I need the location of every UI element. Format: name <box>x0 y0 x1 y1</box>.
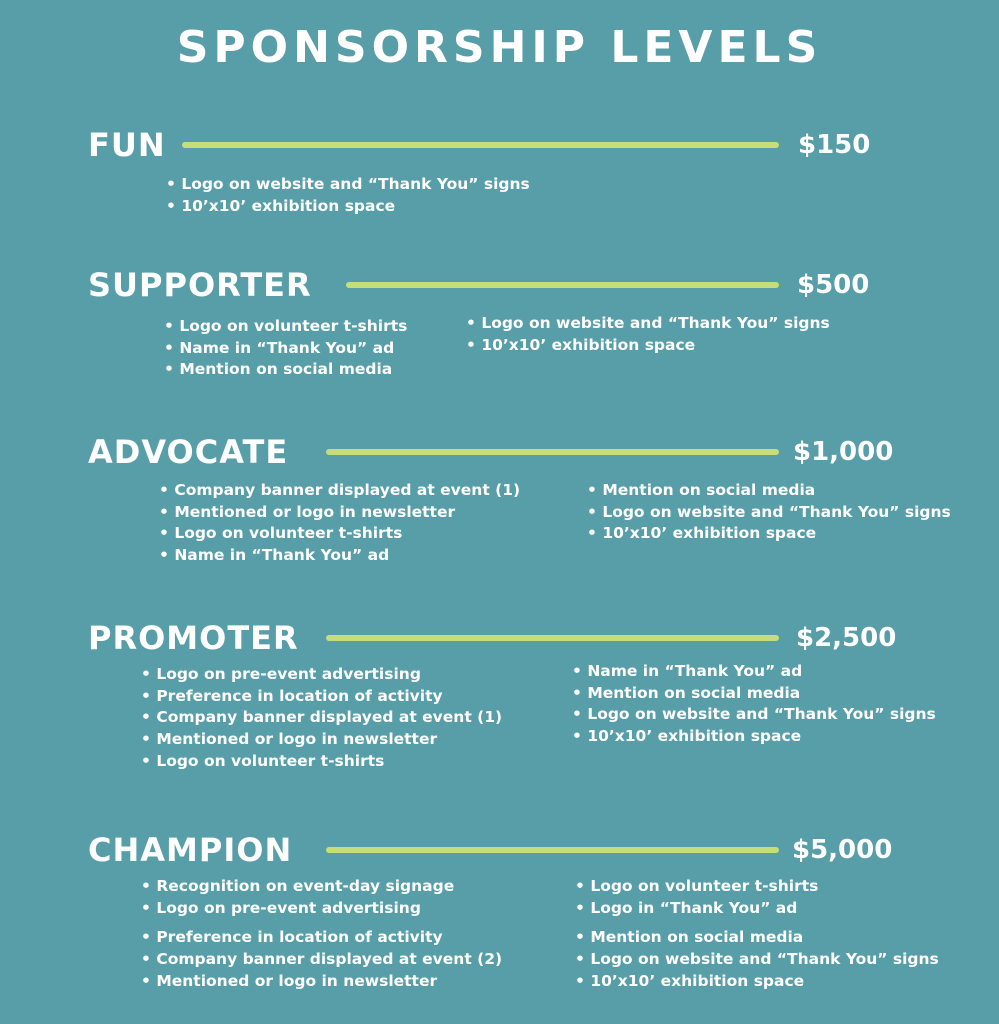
benefit-item: • Preference in location of activity <box>141 686 502 708</box>
benefit-item: • Mention on social media <box>575 927 939 949</box>
benefits-list-right <box>575 876 939 993</box>
benefit-item: • Mentioned or logo in newsletter <box>141 971 502 993</box>
benefit-item: • Logo on volunteer t-shirts <box>159 523 520 545</box>
benefits-list-right <box>466 313 830 356</box>
benefit-item: • Logo on website and “Thank You” signs <box>466 313 830 335</box>
benefits-list-right <box>572 661 936 748</box>
benefit-item: • Logo on volunteer t-shirts <box>141 751 502 773</box>
benefits-list-left <box>164 316 407 381</box>
benefits-list-left <box>141 664 502 773</box>
level-divider-line <box>326 635 779 641</box>
benefit-item: • Logo on website and “Thank You” signs <box>575 949 939 971</box>
level-price: $2,500 <box>796 623 897 653</box>
benefit-item: • 10’x10’ exhibition space <box>575 971 939 993</box>
benefit-item: • 10’x10’ exhibition space <box>466 335 830 357</box>
level-divider-line <box>326 847 779 853</box>
benefit-item: • 10’x10’ exhibition space <box>587 523 951 545</box>
benefits-list-left <box>166 174 530 217</box>
level-divider-line <box>182 142 779 148</box>
level-divider-line <box>346 282 779 288</box>
level-name: CHAMPION <box>88 831 293 869</box>
benefit-item: • Mention on social media <box>572 683 936 705</box>
benefit-item: • Mentioned or logo in newsletter <box>141 729 502 751</box>
benefit-item: • Logo on website and “Thank You” signs <box>587 502 951 524</box>
level-name: PROMOTER <box>88 619 299 657</box>
level-price: $5,000 <box>792 835 893 865</box>
benefit-item: • Logo on website and “Thank You” signs <box>572 704 936 726</box>
benefit-item: • Logo in “Thank You” ad <box>575 898 939 920</box>
page-title: SPONSORSHIP LEVELS <box>176 22 823 73</box>
level-price: $1,000 <box>793 437 894 467</box>
benefit-item: • Name in “Thank You” ad <box>159 545 520 567</box>
level-name: SUPPORTER <box>88 266 312 304</box>
level-divider-line <box>326 449 779 455</box>
benefit-item: • 10’x10’ exhibition space <box>166 196 530 218</box>
benefit-item: • Mention on social media <box>164 359 407 381</box>
benefit-item: • Mentioned or logo in newsletter <box>159 502 520 524</box>
benefit-item: • Company banner displayed at event (1) <box>159 480 520 502</box>
benefit-item: • 10’x10’ exhibition space <box>572 726 936 748</box>
benefits-list-right <box>587 480 951 545</box>
benefit-item: • Logo on volunteer t-shirts <box>164 316 407 338</box>
benefit-item: • Name in “Thank You” ad <box>572 661 936 683</box>
benefit-item: • Logo on pre-event advertising <box>141 898 502 920</box>
benefit-item: • Company banner displayed at event (1) <box>141 707 502 729</box>
benefit-item: • Logo on website and “Thank You” signs <box>166 174 530 196</box>
benefit-item: • Logo on pre-event advertising <box>141 664 502 686</box>
benefits-list-left <box>159 480 520 567</box>
level-name: ADVOCATE <box>88 433 289 471</box>
level-price: $150 <box>798 130 871 160</box>
level-name: FUN <box>88 126 166 164</box>
benefits-list-left <box>141 876 502 993</box>
benefit-item: • Name in “Thank You” ad <box>164 338 407 360</box>
benefit-item: • Mention on social media <box>587 480 951 502</box>
level-price: $500 <box>797 270 870 300</box>
benefit-item: • Preference in location of activity <box>141 927 502 949</box>
benefit-item: • Logo on volunteer t-shirts <box>575 876 939 898</box>
benefit-item: • Company banner displayed at event (2) <box>141 949 502 971</box>
benefit-item: • Recognition on event-day signage <box>141 876 502 898</box>
